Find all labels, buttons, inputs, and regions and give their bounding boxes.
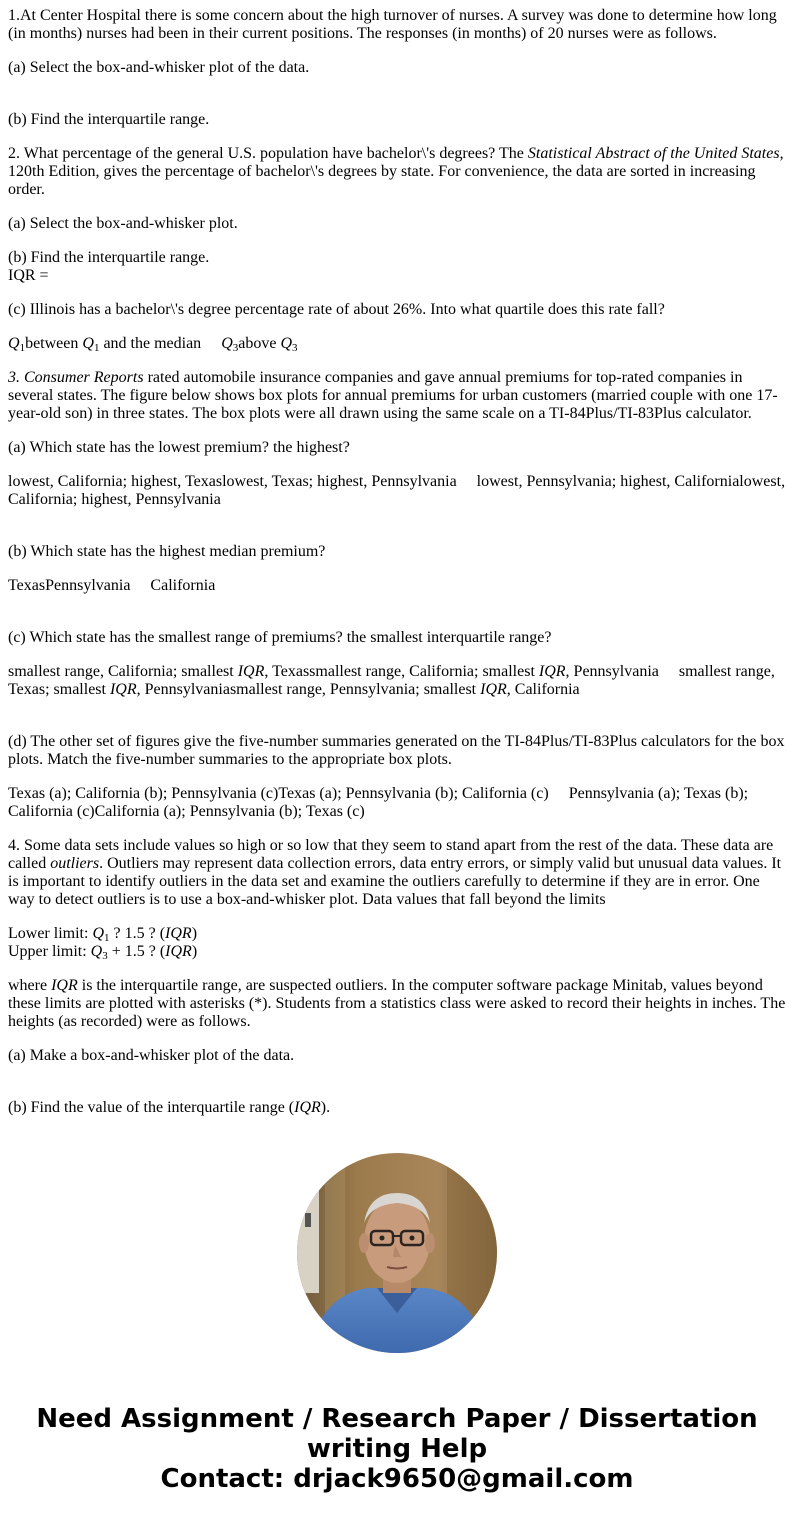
iqr-answer-label: IQR = <box>8 267 49 284</box>
q3-c-option-3[interactable]: smallest range, Texas; smallest IQR, Pennsylvania <box>8 663 775 698</box>
q3-b-option-3[interactable]: California <box>150 577 216 594</box>
q1-part-a: (a) Select the box-and-whisker plot of the data. <box>8 59 310 76</box>
q3-b-option-1[interactable]: Texas <box>8 577 46 594</box>
q2-c-options <box>8 335 788 353</box>
promo-banner <box>0 1404 794 1494</box>
q1-intro: 1.At Center Hospital there is some concern about the high turnover of nurses. A survey was done to determine how long (in months) nurses had been in their current positions. The responses (in months) of 20 nurses were as follows. <box>8 7 777 42</box>
avatar-portrait <box>297 1153 497 1353</box>
q3-d-option-4[interactable]: California (a); Pennsylvania (b); Texas (c) <box>94 803 365 820</box>
q4-where: where IQR is the interquartile range, are suspected outliers. In the computer software package Minitab, values beyond these limits are plotted with asterisks (*). Students from a statistics class were asked to record their heights in inches. The heights (as recorded) were as follows. <box>8 977 786 1030</box>
q3-a-option-4[interactable]: lowest, California; highest, Pennsylvania <box>8 473 786 508</box>
q2-c-option-above[interactable]: $Q_3above$ $Q_3$ <box>221 335 298 354</box>
q2-intro: 2. What percentage of the general U.S. population have bachelor\'s degrees? The Statistical Abstract of the United States, 120th Edition, gives the percentage of bachelor\'s degrees by state. For convenience, the data are sorted in increasing order. <box>8 145 784 198</box>
q3-d-options <box>8 785 788 821</box>
q2-c-option-between[interactable]: $Q_1between$ $Q_1$ and the median <box>8 335 202 354</box>
q3-part-b: (b) Which state has the highest median premium? <box>8 543 326 560</box>
q1-part-b: (b) Find the interquartile range. <box>8 111 210 128</box>
promo-line-1: Need Assignment / Research Paper / Dissertation <box>36 1404 758 1434</box>
q2-part-a: (a) Select the box-and-whisker plot. <box>8 215 238 232</box>
q4-intro: 4. Some data sets include values so high or so low that they seem to stand apart from the rest of the data. These data are called outliers. Outliers may represent data collection errors, data entry errors, or simply valid but unusual data values. It is important to identify outliers in the data set and examine the outliers carefully to determine if they are in error. One way to detect outliers is to use a box-and-whisker plot. Data values that fall beyond the limits <box>8 837 782 908</box>
q3-c-option-2[interactable]: smallest range, California; smallest IQR, Pennsylvania <box>309 663 659 680</box>
q4-part-b: (b) Find the value of the interquartile range (IQR). <box>8 1099 331 1116</box>
q3-c-option-4[interactable]: smallest range, Pennsylvania; smallest IQR, California <box>229 681 580 698</box>
q3-b-options <box>8 577 788 595</box>
q3-c-options <box>8 663 788 699</box>
q2-part-c: (c) Illinois has a bachelor\'s degree percentage rate of about 26%. Into what quartile does this rate fall? <box>8 301 665 318</box>
q4-part-a: (a) Make a box-and-whisker plot of the data. <box>8 1047 295 1064</box>
q3-part-d: (d) The other set of figures give the five-number summaries generated on the TI-84Plus/TI-83Plus calculators for the box plots. Match the five-number summaries to the appropriate box plots. <box>8 733 785 768</box>
q3-part-a: (a) Which state has the lowest premium? the highest? <box>8 439 350 456</box>
q3-a-options <box>8 473 788 509</box>
q2-part-b: (b) Find the interquartile range. IQR = <box>8 249 210 284</box>
question-panel <box>8 7 788 1122</box>
promo-line-2: writing Help <box>306 1434 488 1464</box>
q3-d-option-3[interactable]: Pennsylvania (a); Texas (b); California (c) <box>8 785 749 820</box>
q3-d-option-2[interactable]: Texas (a); Pennsylvania (b); California (c) <box>278 785 549 802</box>
q3-b-option-2[interactable]: Pennsylvania <box>45 577 131 594</box>
q3-a-option-2[interactable]: lowest, Texas; highest, Pennsylvania <box>222 473 457 490</box>
q3-intro: 3. Consumer Reports rated automobile insurance companies and gave annual premiums for top-rated companies in several states. The figure below shows box plots for annual premiums for urban customers (married couple with one 17-year-old son) in three states. The box plots were all drawn using the same scale on a TI-84Plus/TI-83Plus calculator. <box>8 369 778 422</box>
q4-limits: Lower limit: $Q_1$ ? 1.5 ? (IQR) Upper limit: $Q_3 + 1.5$ ? (IQR) <box>8 925 198 962</box>
q3-d-option-1[interactable]: Texas (a); California (b); Pennsylvania (c) <box>8 785 279 802</box>
q3-part-c: (c) Which state has the smallest range of premiums? the smallest interquartile range? <box>8 629 552 646</box>
q3-a-option-1[interactable]: lowest, California; highest, Texas <box>8 473 223 490</box>
promo-contact: Contact: drjack9650@gmail.com <box>160 1464 634 1494</box>
q3-a-option-3[interactable]: lowest, Pennsylvania; highest, California <box>476 473 740 490</box>
q3-c-option-1[interactable]: smallest range, California; smallest IQR, Texas <box>8 663 310 680</box>
avatar <box>297 1153 497 1353</box>
